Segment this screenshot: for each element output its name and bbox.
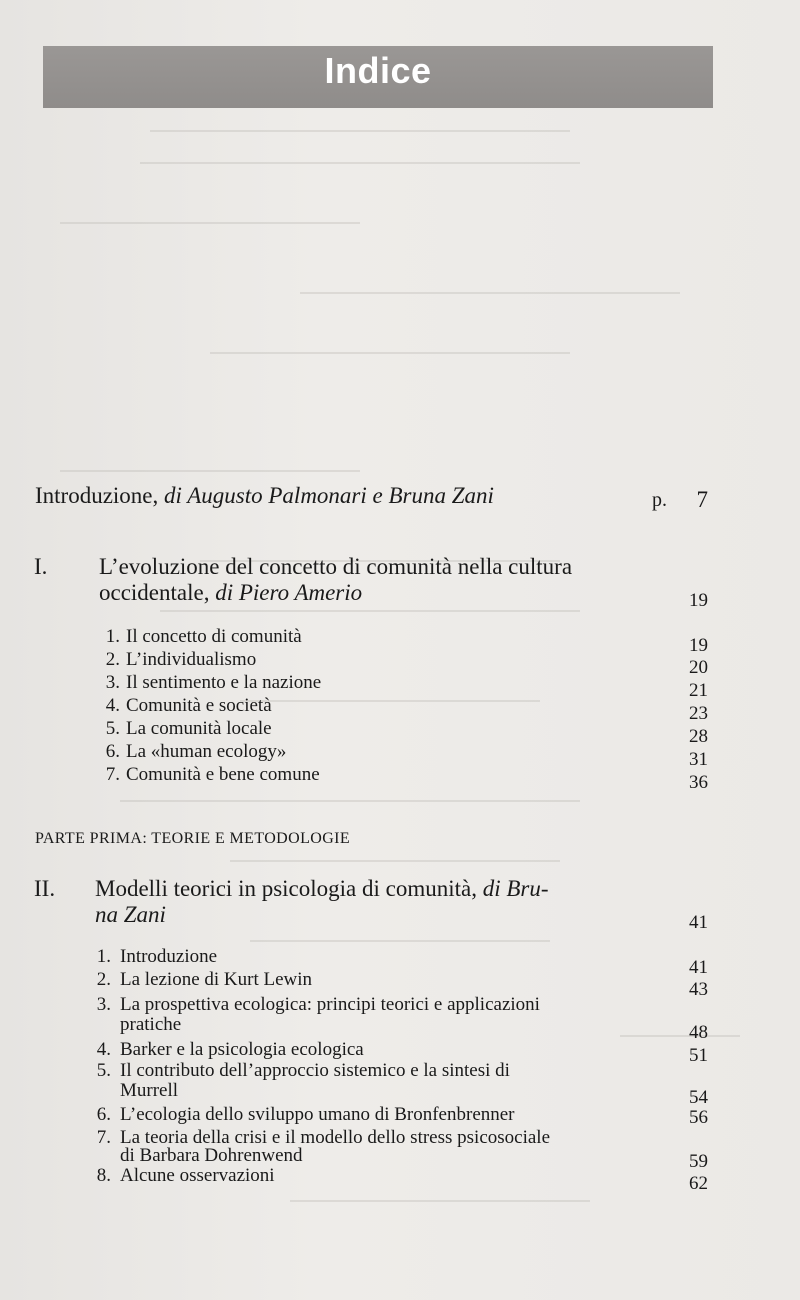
chapter-page: 41 (689, 912, 708, 933)
page-prefix: p. (652, 489, 667, 511)
chapter-number: II. (34, 876, 56, 901)
entry-authors: di Augusto Palmonari e Bruna Zani (164, 483, 494, 508)
entry-page: 7 (696, 487, 708, 512)
chapter-title-line2: occidentale, (99, 580, 210, 605)
chapter-title-line1: Modelli teorici in psicologia di comunità, (95, 876, 477, 901)
chapter-author: di Bru- (482, 876, 549, 901)
page-title: Indice (324, 50, 432, 91)
entry-label: Introduzione, (35, 483, 159, 508)
chapter-title-line1: L’evoluzione del concetto di comunità nella cultura (99, 554, 573, 579)
table-of-contents: Introduzione, di Augusto Palmonari e Bruna Zani p. 7 I. L’evoluzione del concetto di comunità nella cultura occidentale, di Piero Amerio 19 1. Il concetto di comunità 19 2. L’individualismo 20 3. Il sentimento e la nazione 21 4. Comunità e società 23 5. La comunità locale 28 6. La «human ecology» 31 7. Comunità e bene comune 36 PARTE PRIMA: TEORIE E METODOLOGIE II. Modelli teorici in psicologia di comunità, di Bru- na Zani 41 1. Introduzione 41 2. La lezione di Kurt Lewin 43 3. La prospettiva ecologica: principi teorici e applicazioni pratiche 48 4. Barker e la psicologia ecologica 51 5. Il contributo dell’approccio sistemico e la sintesi di Murrell 54 6. L’ecologia dello sviluppo umano di Bronfenbrenner 56 7. La teoria della crisi e il modello dello stress psicosociale di Barbara Dohrenwend 59 8. Alcune osservazioni 62 (34, 483, 708, 1194)
chapter-page: 19 (689, 590, 708, 611)
chapter-author-cont: na Zani (95, 902, 166, 927)
chapter-author: di Piero Amerio (215, 580, 363, 605)
chapter-number: I. (34, 554, 48, 579)
